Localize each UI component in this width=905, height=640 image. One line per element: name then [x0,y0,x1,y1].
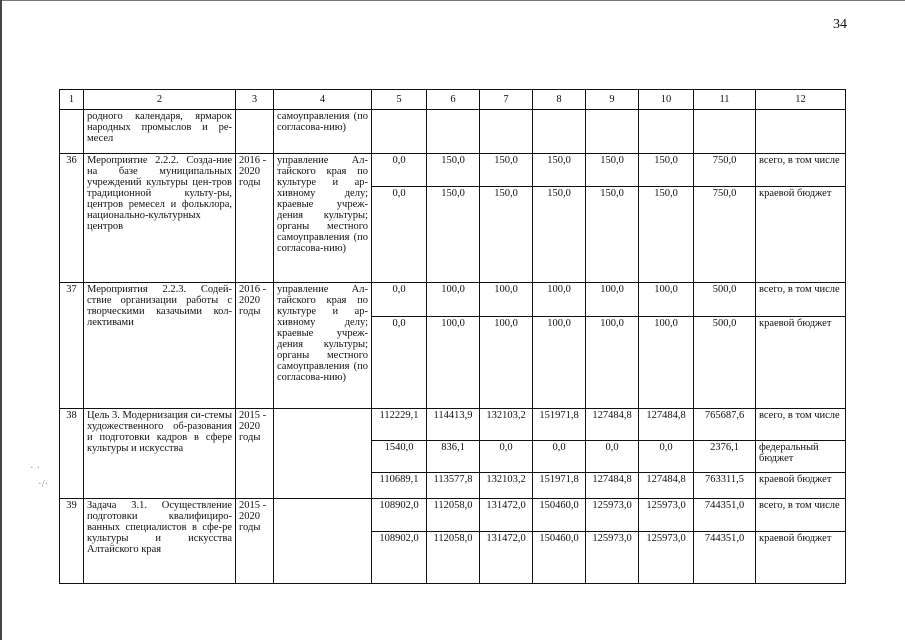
period: 2015 - 2020 годы [236,499,274,584]
value-cell: 131472,0 [480,499,533,532]
value-cell: 100,0 [480,317,533,409]
cell [694,110,756,154]
value-cell: 750,0 [694,187,756,283]
scan-edge-top [0,0,905,1]
value-cell: 127484,8 [586,409,639,441]
cell [480,110,533,154]
value-cell: 836,1 [427,441,480,473]
scan-edge-left [0,0,2,640]
value-cell: 100,0 [480,283,533,317]
value-cell: 0,0 [586,441,639,473]
value-cell: 150,0 [480,154,533,187]
value-cell: 127484,8 [639,409,694,441]
cell [60,110,84,154]
row-number: 38 [60,409,84,499]
value-cell: 0,0 [372,317,427,409]
column-header: 6 [427,90,480,110]
value-cell: 763311,5 [694,473,756,499]
executor: управление Ал-тайского края по культуре и ар-хивному делу; краевые учреж-дения культуры; органы местного самоуправления (по согласова-нию) [274,154,372,283]
executor: управление Ал-тайского края по культуре и ар-хивному делу; краевые учреж-дения культуры; органы местного самоуправления (по согласова-нию) [274,283,372,409]
value-cell: 150460,0 [533,499,586,532]
scan-artifact: ·/· [38,478,49,490]
value-cell: 0,0 [533,441,586,473]
value-cell: 150,0 [533,187,586,283]
table-row [60,283,846,317]
value-cell: 1540,0 [372,441,427,473]
executor [274,409,372,499]
period: 2015 - 2020 годы [236,409,274,499]
period: 2016 - 2020 годы [236,154,274,283]
cell [372,110,427,154]
cell [427,110,480,154]
funding-source: краевой бюджет [756,187,846,283]
column-header: 11 [694,90,756,110]
row-number: 36 [60,154,84,283]
value-cell: 127484,8 [639,473,694,499]
value-cell: 100,0 [427,317,480,409]
value-cell: 100,0 [639,317,694,409]
cell [236,110,274,154]
value-cell: 151971,8 [533,409,586,441]
column-header: 2 [84,90,236,110]
value-cell: 100,0 [639,283,694,317]
budget-table [59,89,846,584]
value-cell: 100,0 [586,283,639,317]
value-cell: 744351,0 [694,499,756,532]
value-cell: 132103,2 [480,409,533,441]
value-cell: 150,0 [533,154,586,187]
value-cell: 150,0 [427,187,480,283]
table-row [60,499,846,532]
funding-source: всего, в том числе [756,499,846,532]
column-header: 1 [60,90,84,110]
value-cell: 750,0 [694,154,756,187]
value-cell: 108902,0 [372,499,427,532]
value-cell: 0,0 [372,154,427,187]
table-body [60,90,846,584]
executor-continued: самоуправления (по согласова-нию) [274,110,372,154]
measure-name: Мероприятие 2.2.2. Созда-ние на базе муниципальных учреждений культуры цен-тров традиционной культу-ры, центров ремесел и фольклора, национально-культурных центров [84,154,236,283]
value-cell: 500,0 [694,283,756,317]
cell [639,110,694,154]
value-cell: 150,0 [586,154,639,187]
value-cell: 125973,0 [586,499,639,532]
value-cell: 151971,8 [533,473,586,499]
funding-source: краевой бюджет [756,532,846,584]
scan-artifact: · · [30,462,41,474]
measure-name: Мероприятия 2.2.3. Содей-ствие организации работы с творческими казачьими кол-лективами [84,283,236,409]
value-cell: 125973,0 [639,532,694,584]
value-cell: 150460,0 [533,532,586,584]
funding-source: всего, в том числе [756,409,846,441]
funding-source: всего, в том числе [756,154,846,187]
row-number: 39 [60,499,84,584]
value-cell: 0,0 [372,187,427,283]
funding-source: всего, в том числе [756,283,846,317]
column-header: 4 [274,90,372,110]
value-cell: 112058,0 [427,532,480,584]
column-header: 8 [533,90,586,110]
cell [586,110,639,154]
value-cell: 100,0 [533,283,586,317]
value-cell: 500,0 [694,317,756,409]
column-header: 7 [480,90,533,110]
header-row [60,90,846,110]
measure-name: Цель 3. Модернизация си-стемы художественного об-разования и подготовки кадров в сфере культуры и искусства [84,409,236,499]
value-cell: 150,0 [427,154,480,187]
value-cell: 0,0 [372,283,427,317]
cell [756,110,846,154]
value-cell: 744351,0 [694,532,756,584]
value-cell: 110689,1 [372,473,427,499]
period: 2016 - 2020 годы [236,283,274,409]
funding-source: федеральный бюджет [756,441,846,473]
value-cell: 150,0 [639,154,694,187]
value-cell: 125973,0 [639,499,694,532]
measure-name-continued: родного календаря, ярмарок народных промыслов и ре-месел [84,110,236,154]
funding-source: краевой бюджет [756,317,846,409]
row-number: 37 [60,283,84,409]
value-cell: 0,0 [639,441,694,473]
value-cell: 125973,0 [586,532,639,584]
value-cell: 132103,2 [480,473,533,499]
value-cell: 765687,6 [694,409,756,441]
value-cell: 100,0 [427,283,480,317]
value-cell: 108902,0 [372,532,427,584]
value-cell: 112058,0 [427,499,480,532]
column-header: 12 [756,90,846,110]
value-cell: 150,0 [480,187,533,283]
value-cell: 100,0 [533,317,586,409]
value-cell: 112229,1 [372,409,427,441]
value-cell: 2376,1 [694,441,756,473]
table-row [60,154,846,187]
value-cell: 127484,8 [586,473,639,499]
page-number: 34 [833,17,847,32]
column-header: 5 [372,90,427,110]
value-cell: 131472,0 [480,532,533,584]
table-row [60,409,846,441]
value-cell: 114413,9 [427,409,480,441]
value-cell: 150,0 [586,187,639,283]
funding-source: краевой бюджет [756,473,846,499]
column-header: 10 [639,90,694,110]
executor [274,499,372,584]
column-header: 9 [586,90,639,110]
column-header: 3 [236,90,274,110]
value-cell: 113577,8 [427,473,480,499]
value-cell: 150,0 [639,187,694,283]
measure-name: Задача 3.1. Осуществление подготовки квалифициро-ванных специалистов в сфе-ре культуры и искусства Алтайского края [84,499,236,584]
continuation-row [60,110,846,154]
cell [533,110,586,154]
value-cell: 100,0 [586,317,639,409]
value-cell: 0,0 [480,441,533,473]
